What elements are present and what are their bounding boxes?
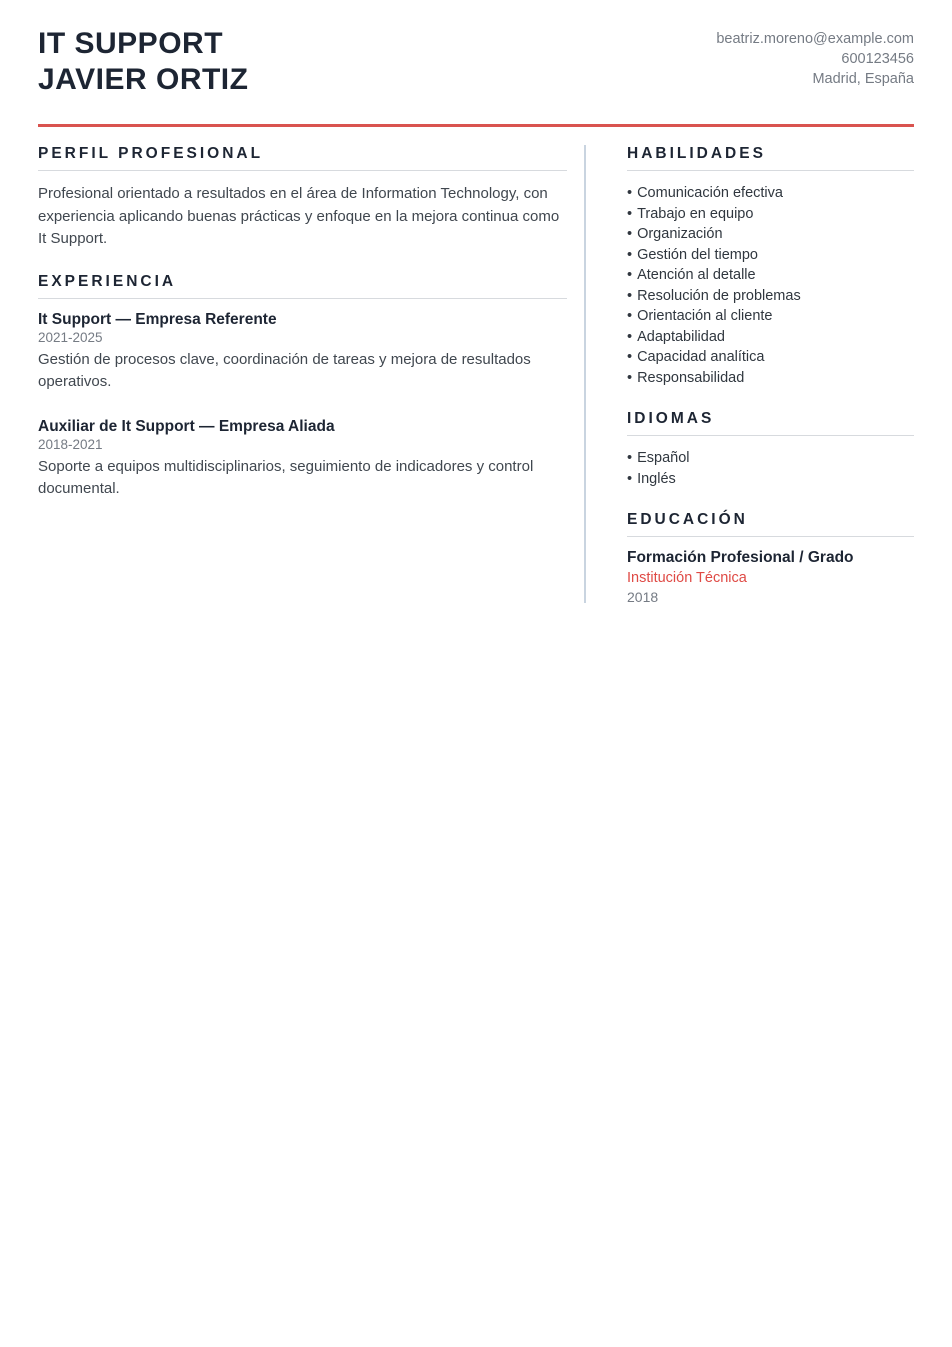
contact-location: Madrid, España bbox=[812, 71, 914, 87]
contact-email: beatriz.moreno@example.com bbox=[716, 31, 914, 47]
skill-item bbox=[627, 286, 914, 307]
header bbox=[38, 26, 914, 98]
language-label: Inglés bbox=[637, 470, 676, 487]
idiomas-heading: IDIOMAS bbox=[627, 410, 914, 436]
section-experiencia bbox=[38, 273, 567, 501]
bullet: • bbox=[627, 349, 633, 365]
job-description: Gestión de procesos clave, coordinación de tareas y mejora de resultados operativos. bbox=[38, 350, 531, 390]
skill-item bbox=[627, 306, 914, 327]
title-name: JAVIER ORTIZ bbox=[38, 63, 249, 96]
right-column bbox=[627, 145, 914, 605]
skill-item bbox=[627, 224, 914, 245]
language-item bbox=[627, 448, 914, 469]
skill-label: Trabajo en equipo bbox=[637, 205, 754, 222]
section-educacion bbox=[627, 511, 914, 605]
skill-label: Capacidad analítica bbox=[637, 349, 765, 365]
column-divider bbox=[584, 145, 586, 603]
job-description: Soporte a equipos multidisciplinarios, seguimiento de indicadores y control documental. bbox=[38, 457, 534, 497]
job-dates: 2021-2025 bbox=[38, 329, 103, 345]
bullet: • bbox=[627, 205, 633, 222]
content-columns bbox=[38, 145, 914, 605]
skill-item bbox=[627, 183, 914, 204]
section-habilidades bbox=[627, 145, 914, 388]
education-year: 2018 bbox=[627, 589, 659, 605]
bullet: • bbox=[627, 287, 633, 304]
job-entry bbox=[38, 311, 567, 394]
contact-phone: 600123456 bbox=[841, 51, 914, 67]
skill-item bbox=[627, 245, 914, 266]
education-degree: Formación Profesional / Grado bbox=[627, 549, 854, 566]
language-label: Español bbox=[637, 450, 690, 466]
page-title bbox=[38, 26, 248, 98]
skill-label: Comunicación efectiva bbox=[637, 185, 783, 201]
contact-block bbox=[716, 26, 914, 89]
skill-item bbox=[627, 327, 914, 348]
bullet: • bbox=[627, 470, 633, 487]
bullet: • bbox=[627, 308, 633, 324]
skills-list bbox=[627, 183, 914, 388]
skill-item bbox=[627, 368, 914, 389]
educacion-heading: EDUCACIÓN bbox=[627, 511, 914, 537]
title-role: IT SUPPORT bbox=[38, 27, 224, 60]
resume-page bbox=[0, 0, 952, 605]
education-institution: Institución Técnica bbox=[627, 570, 747, 586]
experiencia-heading: EXPERIENCIA bbox=[38, 273, 567, 299]
skill-item bbox=[627, 204, 914, 225]
skill-label: Resolución de problemas bbox=[637, 287, 801, 304]
perfil-heading: PERFIL PROFESIONAL bbox=[38, 145, 567, 171]
bullet: • bbox=[627, 328, 633, 345]
bullet: • bbox=[627, 185, 633, 201]
skill-item bbox=[627, 265, 914, 286]
skill-label: Responsabilidad bbox=[637, 369, 745, 386]
bullet: • bbox=[627, 369, 633, 386]
job-dates: 2018-2021 bbox=[38, 436, 103, 452]
perfil-text: Profesional orientado a resultados en el área de Information Technology, con experiencia aplicando buenas prácticas y enfoque en la mejora continua como It Support. bbox=[38, 185, 560, 247]
section-idiomas bbox=[627, 410, 914, 489]
left-column bbox=[38, 145, 567, 605]
bullet: • bbox=[627, 246, 633, 263]
habilidades-heading: HABILIDADES bbox=[627, 145, 914, 171]
bullet: • bbox=[627, 450, 633, 466]
language-item bbox=[627, 469, 914, 490]
accent-divider-line bbox=[38, 124, 914, 127]
bullet: • bbox=[627, 267, 633, 283]
bullet: • bbox=[627, 226, 633, 242]
job-title: It Support — Empresa Referente bbox=[38, 310, 277, 328]
skill-item bbox=[627, 347, 914, 368]
skill-label: Orientación al cliente bbox=[637, 308, 773, 324]
languages-list bbox=[627, 448, 914, 489]
job-entry bbox=[38, 418, 567, 501]
skill-label: Adaptabilidad bbox=[637, 328, 725, 345]
section-perfil-profesional bbox=[38, 145, 567, 251]
skill-label: Organización bbox=[637, 226, 723, 242]
job-title: Auxiliar de It Support — Empresa Aliada bbox=[38, 417, 335, 435]
skill-label: Atención al detalle bbox=[637, 267, 756, 283]
skill-label: Gestión del tiempo bbox=[637, 246, 758, 263]
